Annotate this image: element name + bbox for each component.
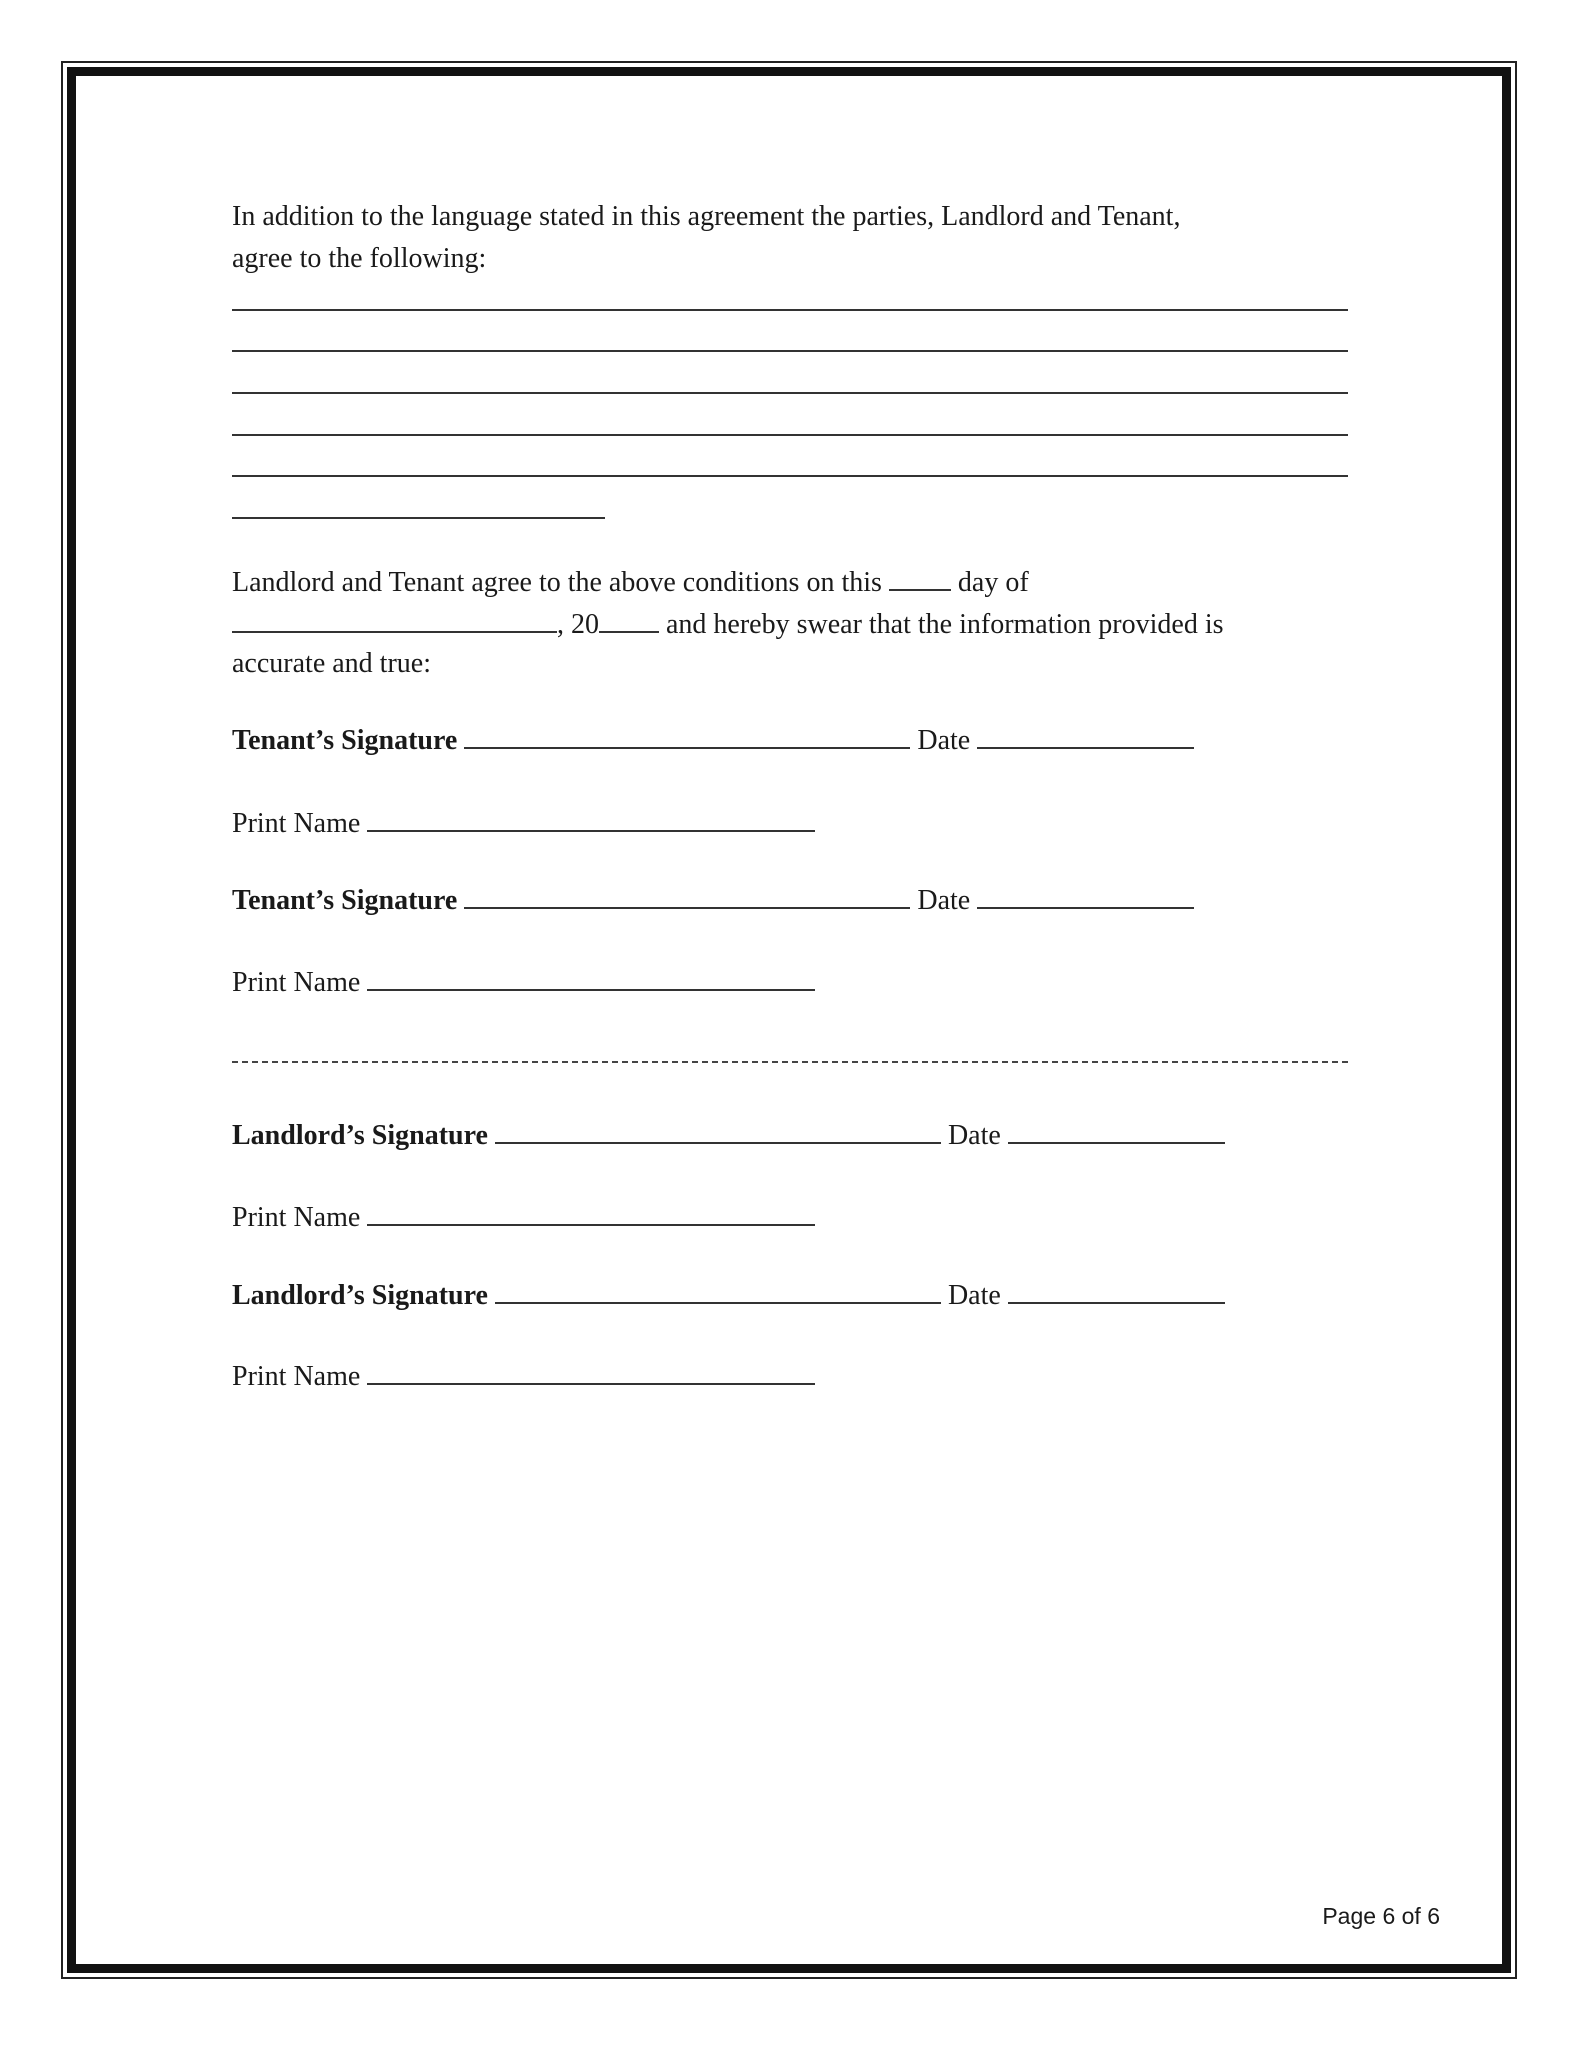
page-border [67,67,1511,1973]
intro-line-1: In addition to the language stated in this agreement the parties, Landlord and Tenant, [232,201,1181,232]
agreement-line-3: accurate and true: [232,648,431,679]
label: Date [947,1280,1001,1311]
date-field[interactable] [1008,1118,1225,1144]
agreement-text: Landlord and Tenant agree to the above conditions on this [232,567,882,598]
print-name-row [232,1200,815,1235]
blank-line[interactable] [232,309,1348,311]
landlord-signature-row-1 [232,1118,1225,1153]
print-name-field[interactable] [367,1359,815,1385]
label: Print Name [232,967,361,998]
tenant-signature-field[interactable] [464,723,910,749]
date-field[interactable] [1008,1278,1225,1304]
label: Print Name [232,1361,361,1392]
print-name-field[interactable] [367,965,815,991]
date-field[interactable] [977,883,1194,909]
blank-line[interactable] [232,475,1348,477]
blank-line[interactable] [232,350,1348,352]
label: Tenant’s Signature [232,725,458,756]
blank-line[interactable] [232,434,1348,436]
label: Date [917,725,971,756]
month-blank[interactable] [232,607,557,633]
day-blank[interactable] [889,565,951,591]
date-field[interactable] [977,723,1194,749]
blank-line[interactable] [232,517,605,519]
print-name-row [232,806,815,841]
label: Print Name [232,808,361,839]
tenant-signature-row-2 [232,883,1194,918]
agreement-text: day of [957,567,1029,598]
print-name-field[interactable] [367,1200,815,1226]
print-name-field[interactable] [367,806,815,832]
blank-line[interactable] [232,392,1348,394]
landlord-signature-field[interactable] [495,1278,941,1304]
tenant-signature-field[interactable] [464,883,910,909]
cut-line-divider [232,1061,1348,1063]
label: Tenant’s Signature [232,885,458,916]
print-name-row [232,1359,815,1394]
intro-line-2: agree to the following: [232,243,487,274]
label: Date [917,885,971,916]
label: Landlord’s Signature [232,1280,488,1311]
agreement-text: , 20 [557,609,599,640]
landlord-signature-row-2 [232,1278,1225,1313]
label: Landlord’s Signature [232,1120,488,1151]
label: Print Name [232,1202,361,1233]
label: Date [947,1120,1001,1151]
agreement-line-2 [232,607,1224,642]
landlord-signature-field[interactable] [495,1118,941,1144]
agreement-text: and hereby swear that the information provided is [666,609,1224,640]
tenant-signature-row-1 [232,723,1194,758]
agreement-line-1 [232,565,1029,600]
print-name-row [232,965,815,1000]
page-number: Page 6 of 6 [1322,1903,1440,1929]
year-blank[interactable] [599,607,659,633]
